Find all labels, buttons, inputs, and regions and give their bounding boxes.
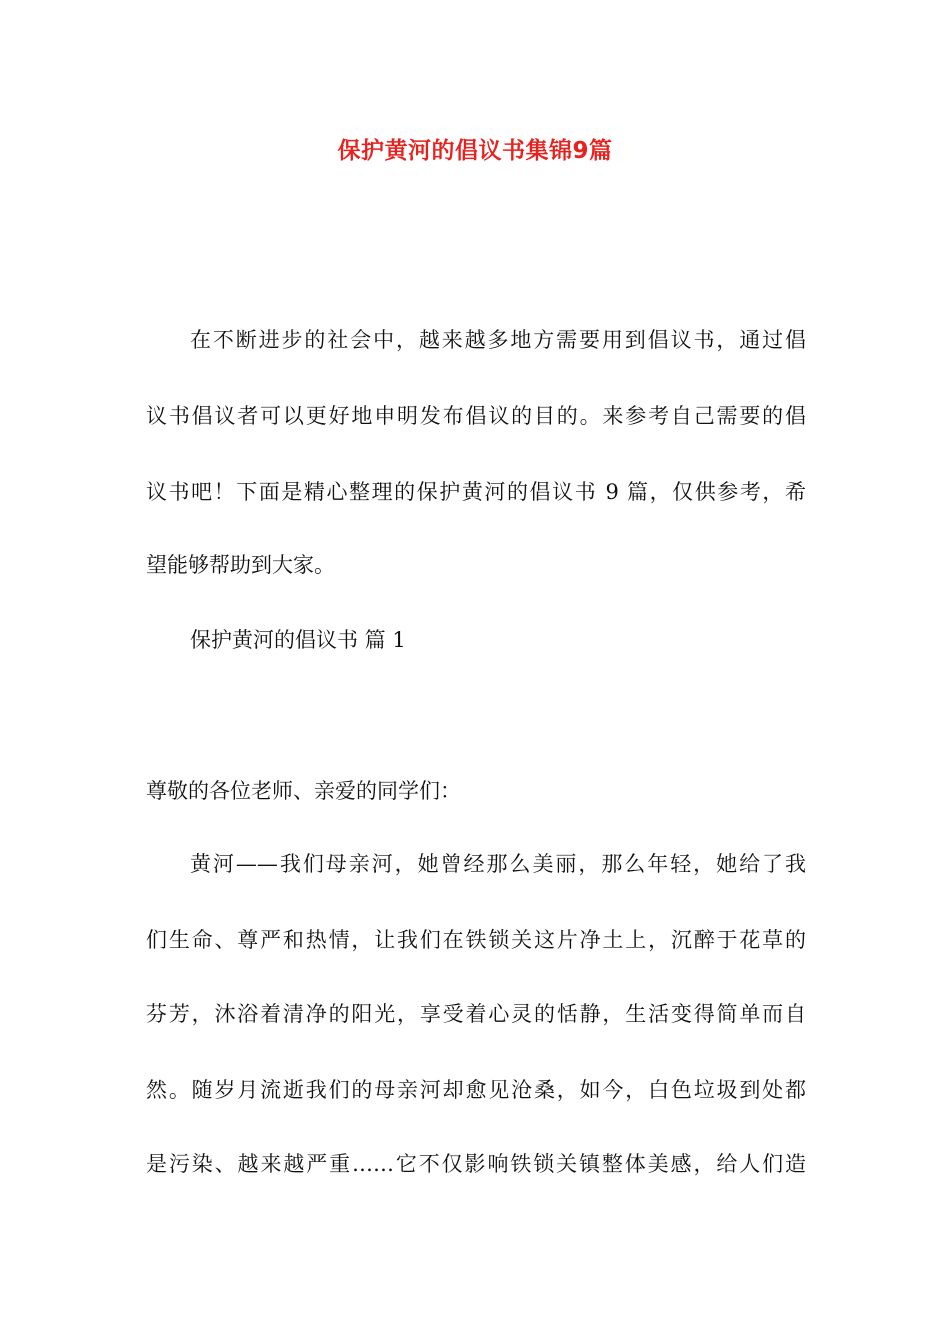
body-line-2: 们生命、尊严和热情，让我们在铁锁关这片净土上，沉醉于花草的 (146, 928, 806, 952)
body-line-5: 是污染、越来越严重……它不仅影响铁锁关镇整体美感，给人们造 (146, 1152, 806, 1176)
body-line-4: 然。随岁月流逝我们的母亲河却愈见沧桑，如今，白色垃圾到处都 (146, 1078, 806, 1102)
intro-line-3: 议书吧！下面是精心整理的保护黄河的倡议书 9 篇，仅供参考，希 (146, 480, 806, 504)
intro-line-1: 在不断进步的社会中，越来越多地方需要用到倡议书，通过倡 (190, 328, 806, 352)
intro-line-2: 议书倡议者可以更好地申明发布倡议的目的。来参考自己需要的倡 (146, 404, 806, 428)
section-heading: 保护黄河的倡议书 篇 1 (190, 628, 406, 652)
document-title: 保护黄河的倡议书集锦9篇 (337, 138, 613, 164)
body-line-3: 芬芳，沐浴着清净的阳光，享受着心灵的恬静，生活变得简单而自 (146, 1002, 806, 1026)
intro-line-4: 望能够帮助到大家。 (146, 553, 335, 577)
salutation: 尊敬的各位老师、亲爱的同学们： (146, 779, 461, 803)
body-line-1: 黄河——我们母亲河，她曾经那么美丽，那么年轻，她给了我 (190, 852, 806, 876)
